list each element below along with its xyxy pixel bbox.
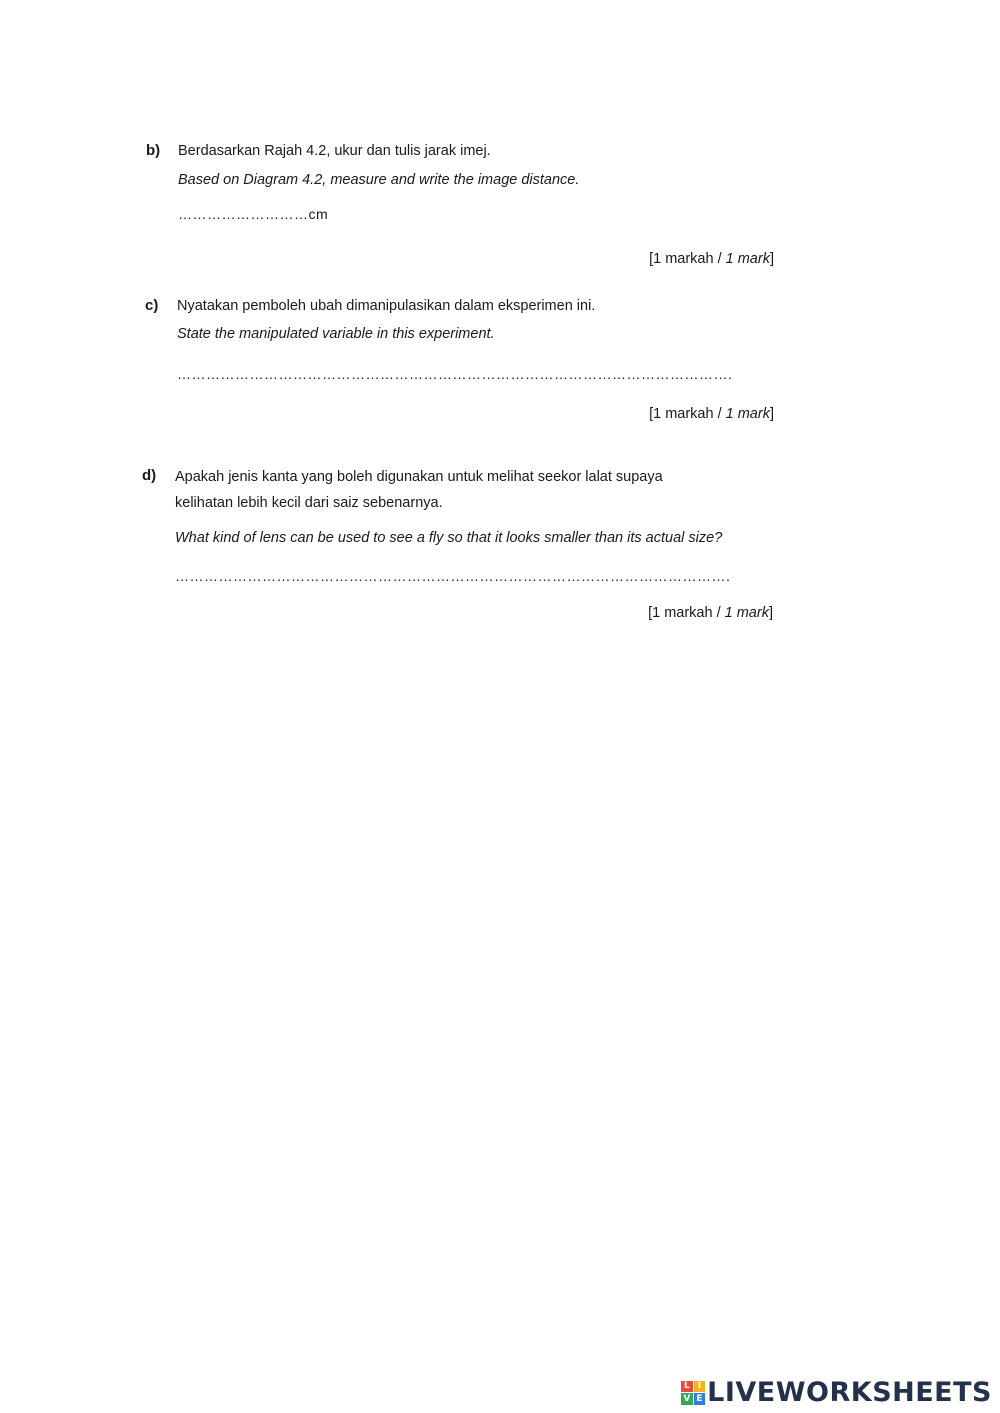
- mark-d-malay: [1 markah /: [648, 605, 725, 621]
- logo-badge-icon: [681, 1381, 705, 1405]
- mark-c-malay: [1 markah /: [649, 406, 726, 422]
- mark-d-english: 1 mark: [724, 605, 769, 621]
- question-d-malay-line2: kelihatan lebih kecil dari saiz sebenarnya.: [175, 495, 443, 511]
- question-b-malay: Berdasarkan Rajah 4.2, ukur dan tulis jarak imej.: [178, 143, 491, 159]
- logo-badge-letter: I: [694, 1381, 706, 1393]
- question-b-label: b): [146, 142, 161, 159]
- question-d-malay-line1: Apakah jenis kanta yang boleh digunakan untuk melihat seekor lalat supaya: [175, 469, 663, 485]
- mark-b-malay: [1 markah /: [649, 251, 726, 267]
- answer-field-b[interactable]: ………………………cm: [178, 206, 329, 222]
- question-c-english: State the manipulated variable in this experiment.: [177, 326, 495, 342]
- logo-badge-letter: V: [681, 1393, 693, 1405]
- mark-c: [649, 406, 774, 422]
- liveworksheets-logo[interactable]: [681, 1377, 992, 1408]
- mark-d-close: ]: [768, 605, 773, 621]
- mark-b-english: 1 mark: [725, 251, 770, 267]
- mark-b-close: ]: [769, 251, 774, 267]
- answer-field-d[interactable]: …………………………………………………………………………………………………….: [175, 568, 731, 584]
- mark-b: [649, 251, 774, 267]
- question-c-label: c): [145, 297, 159, 314]
- logo-badge-letter: L: [681, 1381, 693, 1393]
- question-b-english: Based on Diagram 4.2, measure and write the image distance.: [178, 172, 580, 188]
- mark-c-close: ]: [769, 406, 774, 422]
- answer-field-c[interactable]: …………………………………………………………………………………………………….: [177, 366, 733, 382]
- mark-d: [648, 605, 773, 621]
- question-d-english: What kind of lens can be used to see a fly so that it looks smaller than its actual size?: [175, 530, 723, 546]
- logo-text: LIVEWORKSHEETS: [707, 1377, 992, 1408]
- question-c-malay: Nyatakan pemboleh ubah dimanipulasikan dalam eksperimen ini.: [177, 298, 596, 314]
- logo-badge-letter: E: [694, 1393, 706, 1405]
- mark-c-english: 1 mark: [725, 406, 770, 422]
- question-d-label: d): [142, 467, 157, 484]
